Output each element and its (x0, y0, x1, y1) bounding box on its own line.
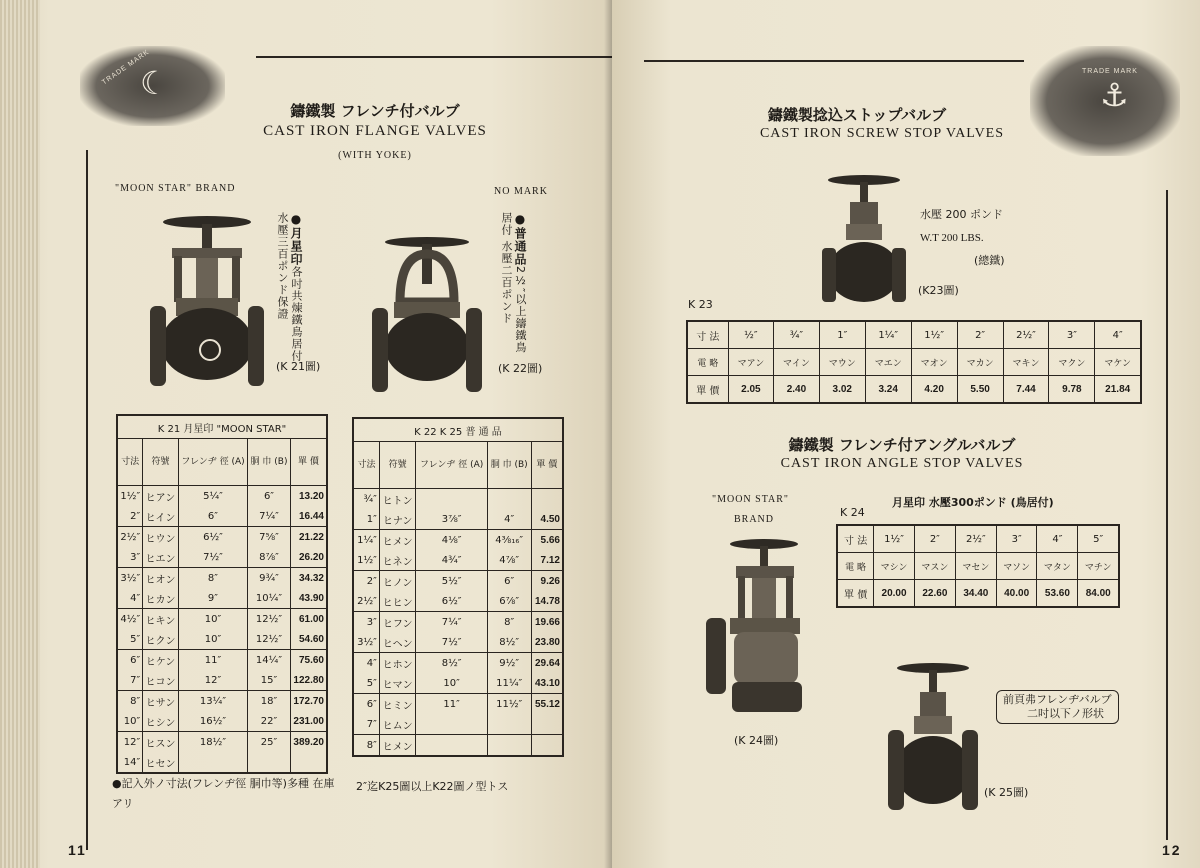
table-cell: 34.40 (955, 580, 996, 608)
section-title-en: CAST IRON SCREW STOP VALVES (759, 126, 1005, 141)
table-row (353, 509, 563, 530)
table-cell: 8½″ (487, 632, 531, 653)
table-cell: マウン (819, 349, 865, 376)
table-cell: 3.24 (865, 376, 911, 404)
table-cell: 16.44 (290, 506, 327, 527)
table-cell: 3″ (1049, 321, 1095, 349)
table-cell: 7.44 (1003, 376, 1049, 404)
table-header-cell: 寸法 (353, 442, 379, 489)
table-cell: 3½″ (353, 632, 379, 653)
table-cell: 1″ (819, 321, 865, 349)
table-cell: 2½″ (955, 525, 996, 553)
table-cell: 16½″ (178, 711, 247, 732)
table-cell: 12½″ (248, 629, 291, 650)
table-cell: ヒフン (379, 612, 416, 633)
row-header-cell: 寸 法 (687, 321, 728, 349)
table-cell: ヒコン (143, 670, 179, 691)
table-cell: 21.84 (1095, 376, 1141, 404)
row-header-cell: 電 略 (687, 349, 728, 376)
brand-label-no-mark: NO MARK (494, 186, 548, 197)
table-cell (416, 489, 487, 510)
table-cell (416, 735, 487, 757)
table-cell: マアン (728, 349, 773, 376)
table-cell: マタン (1037, 553, 1078, 580)
table-cell: 4⅞″ (487, 550, 531, 571)
table-cell: 122.80 (290, 670, 327, 691)
table-cell: ヒセン (143, 752, 179, 773)
table-cell: ヒウン (143, 527, 179, 548)
row-header-cell: 電 略 (837, 553, 874, 580)
table-row (837, 553, 1119, 580)
table-cell: ヒシン (143, 711, 179, 732)
table-header-cell: 符號 (379, 442, 416, 489)
table-cell: ヒイン (143, 506, 179, 527)
table-row (353, 632, 563, 653)
table-cell: マチン (1078, 553, 1119, 580)
table-row (117, 609, 327, 630)
right-page (612, 0, 1200, 868)
table-cell: 7⅝″ (248, 527, 291, 548)
table-row (353, 530, 563, 551)
table-cell (416, 714, 487, 735)
table-row (353, 550, 563, 571)
table-cell: マシン (874, 553, 915, 580)
k25-note-line1: 前頁弗フレンヂバルブ (1003, 693, 1112, 706)
table-cell: 6″ (117, 650, 143, 671)
table-cell: 2″ (353, 571, 379, 592)
table-cell: 6½″ (178, 527, 247, 548)
table-cell: 55.12 (531, 694, 563, 715)
table-cell: 26.20 (290, 547, 327, 568)
table-cell: 9.26 (531, 571, 563, 592)
table-cell: 7½″ (416, 632, 487, 653)
table-cell: 4.20 (911, 376, 957, 404)
trade-mark-label: TRADE MARK (1082, 68, 1138, 75)
table-cell: 34.32 (290, 568, 327, 589)
table-cell: マイン (774, 349, 820, 376)
fig-label-k23: (K23圖) (918, 284, 959, 297)
left-border-rule (86, 150, 88, 850)
table-cell: 5.50 (957, 376, 1003, 404)
table-cell: 231.00 (290, 711, 327, 732)
table-cell: 1½″ (353, 550, 379, 571)
k23-pressure-en: W.T 200 LBS. (920, 232, 984, 244)
table-cell: 7.12 (531, 550, 563, 571)
table-cell: 7½″ (178, 547, 247, 568)
table-cell: 2″ (117, 506, 143, 527)
table-cell: 6½″ (416, 591, 487, 612)
brand-k24-line1: "MOON STAR" (712, 494, 789, 505)
table-cell: 389.20 (290, 732, 327, 753)
section2-title-en: CAST IRON ANGLE STOP VALVES (780, 456, 1024, 471)
table-row (117, 650, 327, 671)
page-subtitle: (WITH YOKE) (338, 150, 412, 161)
valve-k24-illustration (704, 536, 814, 720)
table-cell: 6″ (353, 694, 379, 715)
table-cell: 12″ (178, 670, 247, 691)
table-cell: 4″ (117, 588, 143, 609)
table-cell: 3″ (117, 547, 143, 568)
table-header-cell: フレンヂ 徑 (A) (178, 439, 247, 486)
table-row (353, 591, 563, 612)
table-cell: 3½″ (117, 568, 143, 589)
fig-label-k21: (K 21圖) (276, 360, 321, 373)
table-row (117, 691, 327, 712)
valve-k23-illustration (822, 172, 906, 304)
table-cell: マエン (865, 349, 911, 376)
table-cell: 2½″ (1003, 321, 1049, 349)
table-cell: 8½″ (416, 653, 487, 674)
table-cell: 12″ (117, 732, 143, 753)
table-cell: 8″ (353, 735, 379, 757)
table-cell: ヒマン (379, 673, 416, 694)
section2-title-jp: 鑄鐵製 フレンチ付アングルバルブ (788, 436, 1016, 454)
note-k21-head: ●月星印 (289, 212, 303, 266)
table-row (117, 547, 327, 568)
table-cell: 10″ (117, 711, 143, 732)
table-cell: 4⅜₁₆″ (487, 530, 531, 551)
table-cell: 18″ (248, 691, 291, 712)
right-border-rule (1166, 190, 1168, 840)
price-table-k21 (116, 414, 328, 774)
table-cell: 75.60 (290, 650, 327, 671)
price-table-k24 (836, 524, 1120, 608)
row-header-cell: 單 價 (687, 376, 728, 404)
top-rule (644, 60, 1024, 62)
table-cell: ヒネン (379, 550, 416, 571)
table-cell: 4½″ (117, 609, 143, 630)
table-header-cell: 單 價 (290, 439, 327, 486)
table-cell: 4″ (1037, 525, 1078, 553)
table-cell: ½″ (728, 321, 773, 349)
table-cell: 11″ (178, 650, 247, 671)
table-cell (178, 752, 247, 773)
table-cell: 54.60 (290, 629, 327, 650)
table-row (117, 588, 327, 609)
table-row (353, 714, 563, 735)
table-cell: 8⅞″ (248, 547, 291, 568)
table-cell: 20.00 (874, 580, 915, 608)
table-cell: 4¾″ (416, 550, 487, 571)
k25-note-line2: 二吋以下ノ形状 (1027, 707, 1104, 720)
table-cell (290, 752, 327, 773)
table-cell: 11½″ (487, 694, 531, 715)
table-cell: 3″ (996, 525, 1037, 553)
table-cell: 5″ (353, 673, 379, 694)
table-cell: 53.60 (1037, 580, 1078, 608)
table-cell: ¾″ (774, 321, 820, 349)
table-cell (531, 735, 563, 757)
note-k22-body: 2½″以上鑄鐵鳥居付 水壓二百ポンド (500, 212, 527, 354)
row-header-cell: 單 價 (837, 580, 874, 608)
table-cell (487, 489, 531, 510)
table-cell: 1″ (353, 509, 379, 530)
table-cell: 2.40 (774, 376, 820, 404)
table-cell: 3⅞″ (416, 509, 487, 530)
table-cell: 43.90 (290, 588, 327, 609)
table-cell: 19.66 (531, 612, 563, 633)
table-cell: 7¼″ (248, 506, 291, 527)
trade-mark-stamp (80, 46, 225, 126)
table-cell: ヒアン (143, 486, 179, 507)
table-header-cell: 寸法 (117, 439, 143, 486)
page-title-jp: 鑄鐵製 フレンチ付バルブ (290, 102, 460, 120)
table-cell: 10″ (178, 609, 247, 630)
table-cell: マカン (957, 349, 1003, 376)
table-cell: ヒサン (143, 691, 179, 712)
table-cell: ヒメン (379, 735, 416, 757)
brand-label-moon-star: "MOON STAR" BRAND (115, 183, 236, 194)
fig-label-k25: (K 25圖) (984, 786, 1029, 799)
table-cell: 5.66 (531, 530, 563, 551)
table-row (353, 735, 563, 757)
table-row (837, 580, 1119, 608)
section-title-jp: 鑄鐵製捻込ストップバルブ (767, 106, 947, 124)
table-cell: 14.78 (531, 591, 563, 612)
page-edge (0, 0, 40, 868)
table-cell: 1½″ (911, 321, 957, 349)
table-cell: 6″ (248, 486, 291, 507)
table-cell: ヒメン (379, 530, 416, 551)
table-row (117, 568, 327, 589)
table-row (353, 673, 563, 694)
table-cell: マソン (996, 553, 1037, 580)
price-table-k23 (686, 320, 1142, 404)
table-cell: 8″ (178, 568, 247, 589)
table-cell: 25″ (248, 732, 291, 753)
table-cell: マオン (911, 349, 957, 376)
note-k22-head: ●普通品 (513, 212, 527, 266)
page-number-left: 11 (68, 842, 87, 858)
page-number-right: 12 (1162, 842, 1182, 858)
table-cell: 4.50 (531, 509, 563, 530)
table-cell: ヒミン (379, 694, 416, 715)
table-k22-title: K 22 K 25 普 通 品 (353, 418, 563, 442)
table-cell: 13¼″ (178, 691, 247, 712)
k23-pressure-jp: 水壓 200 ポンド (920, 208, 1003, 221)
table-cell: 10¼″ (248, 588, 291, 609)
valve-k21-illustration (148, 210, 266, 390)
table-cell: 2″ (957, 321, 1003, 349)
footnote-stock: ●記入外ノ寸法(フレンヂ徑 胴巾等)多種 在庫アリ (112, 777, 335, 810)
table-cell: 1¼″ (353, 530, 379, 551)
table-cell: 8″ (117, 691, 143, 712)
table-row (353, 489, 563, 510)
table-cell: 9″ (178, 588, 247, 609)
table-row (837, 525, 1119, 553)
table-cell: 9¾″ (248, 568, 291, 589)
table-header-cell: フレンヂ 徑 (A) (416, 442, 487, 489)
table-cell: ヒキン (143, 609, 179, 630)
table-row (353, 694, 563, 715)
table-cell: 1¼″ (865, 321, 911, 349)
k25-note (996, 690, 1119, 724)
table-cell: 4⅛″ (416, 530, 487, 551)
anchor-logo-icon: ⚓ (1100, 76, 1129, 114)
k23-pressure-note: (總鐵) (974, 254, 1005, 267)
table-cell: 7″ (353, 714, 379, 735)
footnote-model: 2″迄K25圖以上K22圖ノ型トス (356, 780, 509, 793)
table-cell (531, 489, 563, 510)
note-k22 (500, 212, 527, 362)
table-cell: ヒエン (143, 547, 179, 568)
page-title-en: CAST IRON FLANGE VALVES (263, 123, 487, 139)
table-row (117, 752, 327, 773)
table-header-cell: 符號 (143, 439, 179, 486)
price-table-k22 (352, 417, 564, 757)
table-cell: 13.20 (290, 486, 327, 507)
table-cell: ヒクン (143, 629, 179, 650)
table-cell: 172.70 (290, 691, 327, 712)
table-cell: マキン (1003, 349, 1049, 376)
table-row (353, 653, 563, 674)
table-row (353, 612, 563, 633)
table-row (117, 732, 327, 753)
table-cell: 14¼″ (248, 650, 291, 671)
table-cell: マセン (955, 553, 996, 580)
table-cell: 7¼″ (416, 612, 487, 633)
table-cell: ヒヘン (379, 632, 416, 653)
table-cell: 9.78 (1049, 376, 1095, 404)
table-row (117, 711, 327, 732)
table-cell: ヒトン (379, 489, 416, 510)
table-cell (487, 714, 531, 735)
table-cell: ヒカン (143, 588, 179, 609)
table-cell: 4″ (487, 509, 531, 530)
table-cell: 61.00 (290, 609, 327, 630)
table-cell: 10″ (416, 673, 487, 694)
table-cell (248, 752, 291, 773)
table-cell: ヒケン (143, 650, 179, 671)
table-cell: 4″ (353, 653, 379, 674)
table-cell: 12½″ (248, 609, 291, 630)
row-header-cell: 寸 法 (837, 525, 874, 553)
table-header-cell: 單 價 (531, 442, 563, 489)
table-cell: 9½″ (487, 653, 531, 674)
table-cell: 29.64 (531, 653, 563, 674)
table-cell: 11″ (416, 694, 487, 715)
table-cell: ヒホン (379, 653, 416, 674)
valve-k22-illustration (372, 232, 482, 397)
table-row (117, 670, 327, 691)
table-row (687, 376, 1141, 404)
table-row (117, 486, 327, 507)
table-cell: 8″ (487, 612, 531, 633)
table-cell: 3″ (353, 612, 379, 633)
table-cell: 1½″ (874, 525, 915, 553)
table-cell: 5″ (1078, 525, 1119, 553)
table-cell: 23.80 (531, 632, 563, 653)
table-row (687, 349, 1141, 376)
table-k21-title: K 21 月星印 "MOON STAR" (117, 415, 327, 439)
k24-note: 月星印 水壓300ポンド (鳥居付) (892, 496, 1054, 509)
table-row (687, 321, 1141, 349)
table-cell: 15″ (248, 670, 291, 691)
table-cell: 5½″ (416, 571, 487, 592)
table-row (353, 571, 563, 592)
table-cell: 2″ (914, 525, 955, 553)
table-cell: 10″ (178, 629, 247, 650)
table-cell: ヒナン (379, 509, 416, 530)
table-cell: 43.10 (531, 673, 563, 694)
table-header-cell: 胴 巾 (B) (248, 439, 291, 486)
table-cell: ¾″ (353, 489, 379, 510)
table-cell: 21.22 (290, 527, 327, 548)
fig-label-k24: (K 24圖) (734, 734, 779, 747)
trade-mark-stamp (1030, 46, 1180, 156)
table-cell: 22″ (248, 711, 291, 732)
fig-label-k22: (K 22圖) (498, 362, 543, 375)
table-cell: 4″ (1095, 321, 1141, 349)
table-cell: ヒノン (379, 571, 416, 592)
brand-k24-line2: BRAND (734, 514, 775, 525)
table-cell: マケン (1095, 349, 1141, 376)
note-k21-body: 各吋共煉鐵鳥居付 水壓三百ポンド保證 (276, 212, 303, 362)
table-cell: 1½″ (117, 486, 143, 507)
table-cell: 6″ (487, 571, 531, 592)
trade-mark-label: TRADE MARK (101, 48, 151, 87)
table-cell: マスン (914, 553, 955, 580)
table-cell: ヒオン (143, 568, 179, 589)
table-cell: マクン (1049, 349, 1095, 376)
table-cell: 22.60 (914, 580, 955, 608)
table-cell: 40.00 (996, 580, 1037, 608)
table-cell: 2.05 (728, 376, 773, 404)
table-row (117, 506, 327, 527)
table-cell: 2½″ (353, 591, 379, 612)
top-rule (256, 56, 614, 58)
table-cell: 6⅞″ (487, 591, 531, 612)
table-cell: ヒスン (143, 732, 179, 753)
table-cell: 14″ (117, 752, 143, 773)
valve-k25-illustration (888, 660, 978, 814)
table-row (117, 527, 327, 548)
table-row (117, 629, 327, 650)
table-label-k24: K 24 (840, 506, 865, 519)
table-cell: 6″ (178, 506, 247, 527)
table-cell: 11¼″ (487, 673, 531, 694)
table-cell: 7″ (117, 670, 143, 691)
table-cell: 84.00 (1078, 580, 1119, 608)
moon-star-logo-icon: ☾ (140, 64, 169, 102)
table-cell: ヒヒン (379, 591, 416, 612)
table-cell: 5″ (117, 629, 143, 650)
table-cell: ヒムン (379, 714, 416, 735)
table-cell: 5¼″ (178, 486, 247, 507)
table-label-k23: K 23 (688, 298, 713, 311)
table-cell (487, 735, 531, 757)
table-cell (531, 714, 563, 735)
table-header-cell: 胴 巾 (B) (487, 442, 531, 489)
table-cell: 18½″ (178, 732, 247, 753)
table-cell: 2½″ (117, 527, 143, 548)
note-k21 (276, 212, 303, 362)
table-cell: 3.02 (819, 376, 865, 404)
